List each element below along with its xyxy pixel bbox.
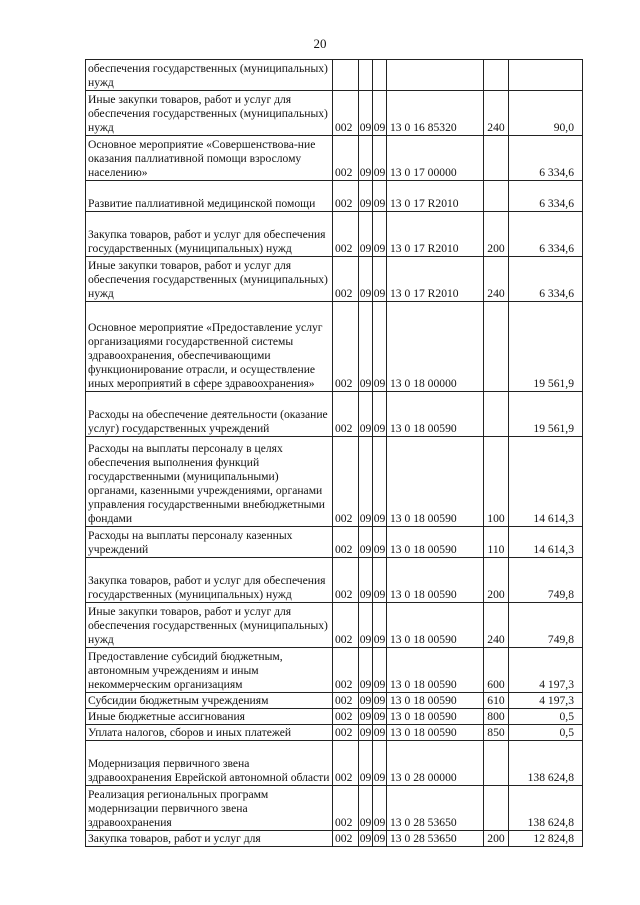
row-name-cell: Предоставление субсидий бюджетным, автономным учреждениям и иным некоммерческим организациям bbox=[86, 648, 333, 693]
expense-type-cell: 600 bbox=[484, 648, 509, 693]
ved-code-cell: 002 bbox=[333, 558, 359, 603]
table-row bbox=[86, 831, 583, 847]
subsection-code-cell: 09 bbox=[373, 786, 387, 831]
subsection-code-cell: 09 bbox=[373, 558, 387, 603]
target-article-cell: 13 0 18 00000 bbox=[387, 302, 484, 392]
target-article-cell: 13 0 18 00590 bbox=[387, 527, 484, 558]
section-code-cell: 09 bbox=[359, 648, 373, 693]
target-article-cell: 13 0 17 R2010 bbox=[387, 257, 484, 302]
expense-type-cell bbox=[484, 786, 509, 831]
subsection-code-cell: 09 bbox=[373, 603, 387, 648]
amount-cell: 14 614,3 bbox=[509, 437, 583, 527]
table-row bbox=[86, 558, 583, 603]
expense-type-cell: 800 bbox=[484, 709, 509, 725]
row-name-cell: Расходы на выплаты персоналу казенных учреждений bbox=[86, 527, 333, 558]
table-row bbox=[86, 741, 583, 786]
amount-cell: 749,8 bbox=[509, 603, 583, 648]
subsection-code-cell: 09 bbox=[373, 694, 386, 707]
target-article-cell: 13 0 17 00000 bbox=[387, 136, 484, 181]
target-article-cell: 13 0 17 R2010 bbox=[387, 212, 484, 257]
amount-cell: 12 824,8 bbox=[509, 831, 583, 847]
row-name-cell: Закупка товаров, работ и услуг для обеспечения государственных (муниципальных) нужд bbox=[86, 212, 333, 257]
target-article-cell: 13 0 17 R2010 bbox=[387, 181, 484, 212]
ved-code-cell: 002 bbox=[333, 181, 359, 212]
ved-code-cell: 002 bbox=[333, 437, 359, 527]
section-code-cell: 09 bbox=[359, 558, 373, 603]
amount-cell: 19 561,9 bbox=[509, 302, 583, 392]
table-row bbox=[86, 786, 583, 831]
amount-cell: 6 334,6 bbox=[509, 181, 583, 212]
table-row bbox=[86, 212, 583, 257]
ved-code-cell: 002 bbox=[333, 831, 359, 847]
row-name-cell: Расходы на выплаты персоналу в целях обеспечения выполнения функций государственными (муниципальными) органами, казенными учреждениями, органами управления государственными внебюджетными фондами bbox=[86, 437, 333, 527]
row-name-cell: Субсидии бюджетным учреждениям bbox=[86, 693, 333, 709]
subsection-code-cell: 09 bbox=[373, 741, 387, 786]
ved-code-cell: 002 bbox=[333, 392, 359, 437]
target-article-cell: 13 0 18 00590 bbox=[387, 648, 484, 693]
section-code-cell: 09 bbox=[359, 527, 373, 558]
budget-table bbox=[85, 59, 583, 847]
ved-code-cell bbox=[333, 60, 359, 91]
ved-code-cell: 002 bbox=[333, 527, 359, 558]
amount-cell: 749,8 bbox=[509, 558, 583, 603]
section-code-cell: 09 bbox=[359, 694, 372, 707]
expense-type-cell: 240 bbox=[484, 91, 509, 136]
expense-type-cell bbox=[484, 136, 509, 181]
expense-type-cell: 240 bbox=[484, 603, 509, 648]
subsection-code-cell: 09 bbox=[373, 726, 386, 739]
table-row bbox=[86, 603, 583, 648]
ved-code-cell: 002 bbox=[333, 693, 359, 709]
expense-type-cell bbox=[484, 392, 509, 437]
table-row bbox=[86, 527, 583, 558]
expense-type-cell: 200 bbox=[484, 558, 509, 603]
table-row bbox=[86, 648, 583, 693]
section-code-cell: 09 bbox=[359, 212, 373, 257]
ved-code-cell: 002 bbox=[333, 91, 359, 136]
expense-type-cell: 850 bbox=[484, 725, 509, 741]
section-code-cell: 09 bbox=[359, 91, 373, 136]
row-name-cell: Модернизация первичного звена здравоохранения Еврейской автономной области bbox=[86, 741, 333, 786]
subsection-code-cell: 09 bbox=[373, 392, 387, 437]
target-article-cell: 13 0 18 00590 bbox=[387, 725, 484, 741]
amount-cell: 4 197,3 bbox=[509, 693, 583, 709]
expense-type-cell bbox=[484, 181, 509, 212]
row-name-cell: Расходы на обеспечение деятельности (оказание услуг) государственных учреждений bbox=[86, 392, 333, 437]
expense-type-cell: 200 bbox=[484, 831, 509, 847]
section-code-cell: 09 bbox=[359, 136, 373, 181]
ved-code-cell: 002 bbox=[333, 786, 359, 831]
row-name-cell: Уплата налогов, сборов и иных платежей bbox=[86, 725, 333, 741]
section-code-cell: 09 bbox=[359, 710, 372, 723]
expense-type-cell: 200 bbox=[484, 212, 509, 257]
target-article-cell: 13 0 18 00590 bbox=[387, 603, 484, 648]
section-code-cell: 09 bbox=[359, 726, 372, 739]
section-code-cell: 09 bbox=[359, 257, 373, 302]
expense-type-cell: 610 bbox=[484, 693, 509, 709]
row-name-cell: Иные закупки товаров, работ и услуг для обеспечения государственных (муниципальных) нужд bbox=[86, 603, 333, 648]
ved-code-cell: 002 bbox=[333, 709, 359, 725]
amount-cell: 0,5 bbox=[509, 725, 583, 741]
amount-cell: 14 614,3 bbox=[509, 527, 583, 558]
table-row bbox=[86, 693, 583, 709]
table-row bbox=[86, 302, 583, 392]
expense-type-cell bbox=[484, 302, 509, 392]
ved-code-cell: 002 bbox=[333, 725, 359, 741]
target-article-cell: 13 0 18 00590 bbox=[387, 709, 484, 725]
subsection-code-cell: 09 bbox=[373, 212, 387, 257]
amount-cell: 6 334,6 bbox=[509, 212, 583, 257]
section-code-cell: 09 bbox=[359, 392, 373, 437]
table-row bbox=[86, 136, 583, 181]
subsection-code-cell: 09 bbox=[373, 136, 387, 181]
table-row bbox=[86, 392, 583, 437]
table-row bbox=[86, 725, 583, 741]
row-name-cell: Закупка товаров, работ и услуг для bbox=[86, 831, 333, 847]
subsection-code-cell bbox=[373, 60, 387, 91]
ved-code-cell: 002 bbox=[333, 212, 359, 257]
target-article-cell: 13 0 28 53650 bbox=[387, 831, 484, 847]
subsection-code-cell: 09 bbox=[373, 302, 387, 392]
table-row bbox=[86, 91, 583, 136]
section-code-cell: 09 bbox=[359, 832, 372, 845]
section-code-cell: 09 bbox=[359, 603, 373, 648]
target-article-cell: 13 0 18 00590 bbox=[387, 437, 484, 527]
page-number: 20 bbox=[313, 36, 327, 51]
subsection-code-cell: 09 bbox=[373, 648, 387, 693]
budget-table-body bbox=[86, 60, 583, 847]
row-name-cell: Развитие паллиативной медицинской помощи bbox=[86, 181, 333, 212]
ved-code-cell: 002 bbox=[333, 603, 359, 648]
subsection-code-cell: 09 bbox=[373, 832, 386, 845]
amount-cell: 90,0 bbox=[509, 91, 583, 136]
table-row bbox=[86, 257, 583, 302]
subsection-code-cell: 09 bbox=[373, 257, 387, 302]
ved-code-cell: 002 bbox=[333, 257, 359, 302]
subsection-code-cell: 09 bbox=[373, 527, 387, 558]
amount-cell: 4 197,3 bbox=[509, 648, 583, 693]
target-article-cell: 13 0 16 85320 bbox=[387, 91, 484, 136]
amount-cell: 138 624,8 bbox=[509, 786, 583, 831]
section-code-cell: 09 bbox=[359, 181, 373, 212]
row-name-cell: Закупка товаров, работ и услуг для обеспечения государственных (муниципальных) нужд bbox=[86, 558, 333, 603]
subsection-code-cell: 09 bbox=[373, 710, 386, 723]
target-article-cell: 13 0 18 00590 bbox=[387, 693, 484, 709]
row-name-cell: Основное мероприятие «Предоставление услуг организациями государственной системы здравоохранения, обеспечивающими функционирование отрасли, и осуществление иных мероприятий в сфере здравоохранения» bbox=[86, 302, 333, 392]
amount-cell: 6 334,6 bbox=[509, 136, 583, 181]
section-code-cell: 09 bbox=[359, 437, 373, 527]
row-name-cell: Иные закупки товаров, работ и услуг для обеспечения государственных (муниципальных) нужд bbox=[86, 91, 333, 136]
target-article-cell: 13 0 18 00590 bbox=[387, 558, 484, 603]
expense-type-cell bbox=[484, 60, 509, 91]
section-code-cell: 09 bbox=[359, 741, 373, 786]
section-code-cell: 09 bbox=[359, 786, 373, 831]
ved-code-cell: 002 bbox=[333, 741, 359, 786]
row-name-cell: Иные бюджетные ассигнования bbox=[86, 709, 333, 725]
target-article-cell: 13 0 28 53650 bbox=[387, 786, 484, 831]
expense-type-cell: 110 bbox=[484, 527, 509, 558]
amount-cell: 6 334,6 bbox=[509, 257, 583, 302]
subsection-code-cell: 09 bbox=[373, 181, 387, 212]
table-row bbox=[86, 181, 583, 212]
expense-type-cell: 100 bbox=[484, 437, 509, 527]
amount-cell bbox=[509, 60, 583, 91]
section-code-cell bbox=[359, 60, 373, 91]
amount-cell: 19 561,9 bbox=[509, 392, 583, 437]
amount-cell: 0,5 bbox=[509, 709, 583, 725]
ved-code-cell: 002 bbox=[333, 302, 359, 392]
ved-code-cell: 002 bbox=[333, 136, 359, 181]
subsection-code-cell: 09 bbox=[373, 91, 387, 136]
expense-type-cell: 240 bbox=[484, 257, 509, 302]
amount-cell: 138 624,8 bbox=[509, 741, 583, 786]
table-row bbox=[86, 437, 583, 527]
target-article-cell bbox=[387, 60, 484, 91]
table-row bbox=[86, 709, 583, 725]
row-name-cell: обеспечения государственных (муниципальных) нужд bbox=[86, 60, 333, 91]
row-name-cell: Иные закупки товаров, работ и услуг для обеспечения государственных (муниципальных) нужд bbox=[86, 257, 333, 302]
ved-code-cell: 002 bbox=[333, 648, 359, 693]
subsection-code-cell: 09 bbox=[373, 437, 387, 527]
row-name-cell: Реализация региональных программ модернизации первичного звена здравоохранения bbox=[86, 786, 333, 831]
section-code-cell: 09 bbox=[359, 302, 373, 392]
row-name-cell: Основное мероприятие «Совершенствова-ние оказания паллиативной помощи взрослому населению» bbox=[86, 136, 333, 181]
target-article-cell: 13 0 28 00000 bbox=[387, 741, 484, 786]
expense-type-cell bbox=[484, 741, 509, 786]
target-article-cell: 13 0 18 00590 bbox=[387, 392, 484, 437]
table-row bbox=[86, 60, 583, 91]
